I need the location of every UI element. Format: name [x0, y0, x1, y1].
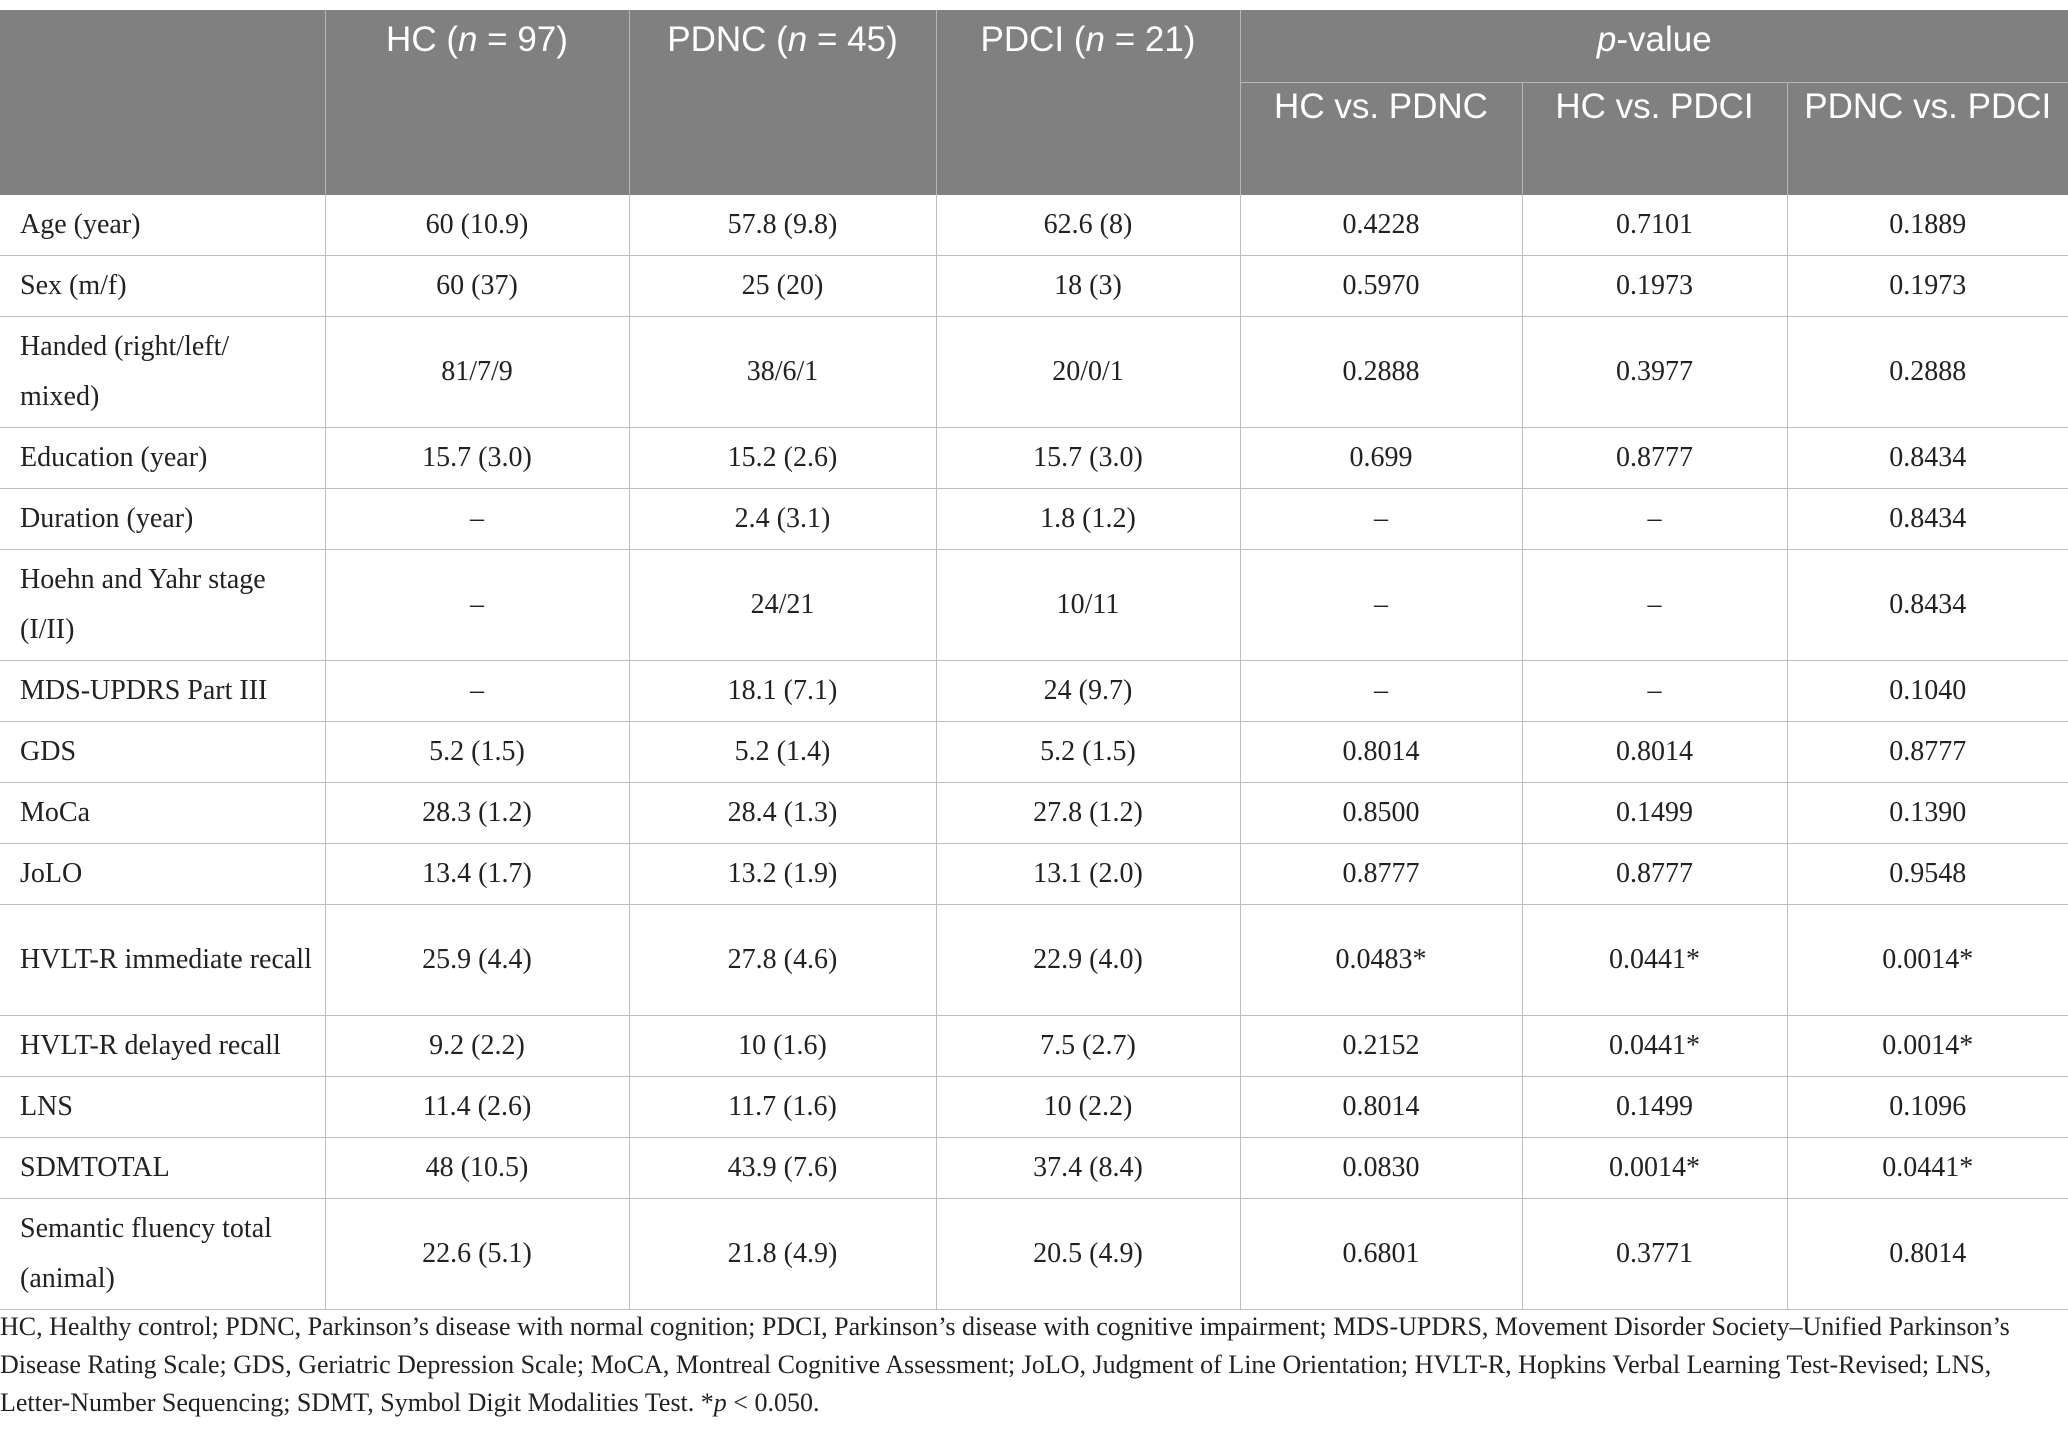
cell-hc: 48 (10.5)	[325, 1138, 629, 1199]
cell-hc: 11.4 (2.6)	[325, 1077, 629, 1138]
cell-pdci: 1.8 (1.2)	[936, 489, 1240, 550]
cell-hc-vs-pdnc: 0.8777	[1240, 844, 1522, 905]
cell-pdnc-vs-pdci: 0.8434	[1787, 428, 2068, 489]
cell-hc-vs-pdci: 0.3977	[1522, 317, 1787, 428]
cell-pdci: 62.6 (8)	[936, 195, 1240, 256]
cell-pdci: 10/11	[936, 550, 1240, 661]
header-blank	[0, 10, 325, 195]
cell-pdnc-vs-pdci: 0.1390	[1787, 783, 2068, 844]
row-label: MDS-UPDRS Part III	[0, 661, 325, 722]
cell-pdnc: 5.2 (1.4)	[629, 722, 936, 783]
row-label: GDS	[0, 722, 325, 783]
cell-pdci: 5.2 (1.5)	[936, 722, 1240, 783]
cell-hc: 60 (37)	[325, 256, 629, 317]
table-row	[0, 1199, 2068, 1310]
row-label: Sex (m/f)	[0, 256, 325, 317]
cell-pdnc-vs-pdci: 0.1040	[1787, 661, 2068, 722]
cell-pdnc: 57.8 (9.8)	[629, 195, 936, 256]
cell-hc: 81/7/9	[325, 317, 629, 428]
cell-pdnc: 13.2 (1.9)	[629, 844, 936, 905]
row-label: MoCa	[0, 783, 325, 844]
cell-pdnc: 21.8 (4.9)	[629, 1199, 936, 1310]
cell-hc-vs-pdnc: 0.8014	[1240, 1077, 1522, 1138]
cell-hc-vs-pdci: 0.0014*	[1522, 1138, 1787, 1199]
cell-hc-vs-pdnc: 0.2888	[1240, 317, 1522, 428]
cell-hc-vs-pdci: –	[1522, 550, 1787, 661]
table-row	[0, 783, 2068, 844]
cell-pdnc-vs-pdci: 0.0441*	[1787, 1138, 2068, 1199]
header-hc-vs-pdci: HC vs. PDCI	[1522, 83, 1787, 196]
cell-pdnc: 27.8 (4.6)	[629, 905, 936, 1016]
cell-pdnc: 38/6/1	[629, 317, 936, 428]
cell-hc-vs-pdnc: –	[1240, 489, 1522, 550]
row-label: Age (year)	[0, 195, 325, 256]
cell-hc: 13.4 (1.7)	[325, 844, 629, 905]
cell-hc-vs-pdci: 0.8777	[1522, 844, 1787, 905]
demographics-table	[0, 10, 2068, 1310]
row-label: Education (year)	[0, 428, 325, 489]
cell-hc: 5.2 (1.5)	[325, 722, 629, 783]
table-row	[0, 722, 2068, 783]
table-row	[0, 1138, 2068, 1199]
cell-hc-vs-pdnc: 0.2152	[1240, 1016, 1522, 1077]
cell-hc-vs-pdnc: 0.0483*	[1240, 905, 1522, 1016]
row-label: Semantic fluency total (animal)	[0, 1199, 325, 1310]
header-pdnc: PDNC (n = 45)	[629, 10, 936, 195]
cell-pdnc-vs-pdci: 0.9548	[1787, 844, 2068, 905]
table-row	[0, 428, 2068, 489]
cell-hc-vs-pdnc: 0.8500	[1240, 783, 1522, 844]
row-label: Duration (year)	[0, 489, 325, 550]
cell-hc: 25.9 (4.4)	[325, 905, 629, 1016]
row-label: LNS	[0, 1077, 325, 1138]
table-row	[0, 489, 2068, 550]
cell-pdnc: 24/21	[629, 550, 936, 661]
cell-pdci: 10 (2.2)	[936, 1077, 1240, 1138]
table-body	[0, 195, 2068, 1310]
table-row	[0, 1077, 2068, 1138]
cell-pdnc: 43.9 (7.6)	[629, 1138, 936, 1199]
row-label: Hoehn and Yahr stage (I/II)	[0, 550, 325, 661]
row-label: JoLO	[0, 844, 325, 905]
cell-pdci: 20/0/1	[936, 317, 1240, 428]
cell-pdci: 37.4 (8.4)	[936, 1138, 1240, 1199]
cell-hc-vs-pdnc: 0.6801	[1240, 1199, 1522, 1310]
cell-hc-vs-pdci: –	[1522, 489, 1787, 550]
cell-hc-vs-pdci: 0.1973	[1522, 256, 1787, 317]
cell-pdci: 24 (9.7)	[936, 661, 1240, 722]
table-container	[0, 10, 2068, 1310]
header-pvalue: p-value	[1240, 10, 2068, 83]
cell-hc: 22.6 (5.1)	[325, 1199, 629, 1310]
cell-hc-vs-pdci: 0.1499	[1522, 1077, 1787, 1138]
cell-hc-vs-pdci: 0.8777	[1522, 428, 1787, 489]
header-pdci: PDCI (n = 21)	[936, 10, 1240, 195]
cell-pdnc-vs-pdci: 0.1889	[1787, 195, 2068, 256]
cell-pdnc: 15.2 (2.6)	[629, 428, 936, 489]
table-row	[0, 195, 2068, 256]
table-row	[0, 905, 2068, 1016]
cell-pdci: 7.5 (2.7)	[936, 1016, 1240, 1077]
cell-hc-vs-pdci: 0.0441*	[1522, 905, 1787, 1016]
cell-pdnc: 18.1 (7.1)	[629, 661, 936, 722]
cell-pdnc-vs-pdci: 0.0014*	[1787, 905, 2068, 1016]
row-label: HVLT-R delayed recall	[0, 1016, 325, 1077]
cell-hc: –	[325, 550, 629, 661]
cell-hc-vs-pdnc: –	[1240, 661, 1522, 722]
cell-hc: 9.2 (2.2)	[325, 1016, 629, 1077]
cell-hc-vs-pdnc: 0.4228	[1240, 195, 1522, 256]
cell-hc: 28.3 (1.2)	[325, 783, 629, 844]
cell-hc: 60 (10.9)	[325, 195, 629, 256]
cell-pdnc: 10 (1.6)	[629, 1016, 936, 1077]
cell-pdnc-vs-pdci: 0.2888	[1787, 317, 2068, 428]
header-hc-vs-pdnc: HC vs. PDNC	[1240, 83, 1522, 196]
cell-pdci: 27.8 (1.2)	[936, 783, 1240, 844]
table-row	[0, 661, 2068, 722]
cell-hc-vs-pdnc: –	[1240, 550, 1522, 661]
cell-hc-vs-pdci: 0.8014	[1522, 722, 1787, 783]
header-hc: HC (n = 97)	[325, 10, 629, 195]
cell-pdnc-vs-pdci: 0.0014*	[1787, 1016, 2068, 1077]
cell-hc-vs-pdnc: 0.8014	[1240, 722, 1522, 783]
row-label: HVLT-R immediate recall	[0, 905, 325, 1016]
cell-pdnc: 11.7 (1.6)	[629, 1077, 936, 1138]
table-row	[0, 1016, 2068, 1077]
row-label: Handed (right/left/ mixed)	[0, 317, 325, 428]
cell-pdnc-vs-pdci: 0.8014	[1787, 1199, 2068, 1310]
cell-pdnc-vs-pdci: 0.1973	[1787, 256, 2068, 317]
row-label: SDMTOTAL	[0, 1138, 325, 1199]
table-row	[0, 550, 2068, 661]
cell-pdnc-vs-pdci: 0.8434	[1787, 489, 2068, 550]
cell-hc-vs-pdci: –	[1522, 661, 1787, 722]
cell-hc: –	[325, 489, 629, 550]
cell-pdnc-vs-pdci: 0.8777	[1787, 722, 2068, 783]
cell-pdci: 18 (3)	[936, 256, 1240, 317]
cell-hc-vs-pdnc: 0.699	[1240, 428, 1522, 489]
cell-hc-vs-pdnc: 0.0830	[1240, 1138, 1522, 1199]
cell-hc: –	[325, 661, 629, 722]
table-row	[0, 844, 2068, 905]
cell-pdci: 15.7 (3.0)	[936, 428, 1240, 489]
cell-hc-vs-pdnc: 0.5970	[1240, 256, 1522, 317]
cell-pdci: 13.1 (2.0)	[936, 844, 1240, 905]
cell-pdci: 20.5 (4.9)	[936, 1199, 1240, 1310]
cell-pdnc: 2.4 (3.1)	[629, 489, 936, 550]
cell-pdci: 22.9 (4.0)	[936, 905, 1240, 1016]
cell-pdnc-vs-pdci: 0.8434	[1787, 550, 2068, 661]
cell-hc-vs-pdci: 0.0441*	[1522, 1016, 1787, 1077]
table-row	[0, 256, 2068, 317]
cell-hc-vs-pdci: 0.7101	[1522, 195, 1787, 256]
cell-hc-vs-pdci: 0.1499	[1522, 783, 1787, 844]
table-footnote: HC, Healthy control; PDNC, Parkinson’s disease with normal cognition; PDCI, Parkinson’s disease with cognitive impairment; MDS-UPDRS, Movement Disorder Society–Unified Parkinson’s Disease Rating Scale; GDS, Geriatric Depression Scale; MoCA, Montreal Cognitive Assessment; JoLO, Judgment of Line Orientation; HVLT-R, Hopkins Verbal Learning Test-Revised; LNS, Letter-Number Sequencing; SDMT, Symbol Digit Modalities Test. *p < 0.050.	[0, 1312, 2010, 1417]
cell-pdnc: 25 (20)	[629, 256, 936, 317]
header-pdnc-vs-pdci: PDNC vs. PDCI	[1787, 83, 2068, 196]
cell-pdnc-vs-pdci: 0.1096	[1787, 1077, 2068, 1138]
cell-hc: 15.7 (3.0)	[325, 428, 629, 489]
cell-hc-vs-pdci: 0.3771	[1522, 1199, 1787, 1310]
table-row	[0, 317, 2068, 428]
cell-pdnc: 28.4 (1.3)	[629, 783, 936, 844]
